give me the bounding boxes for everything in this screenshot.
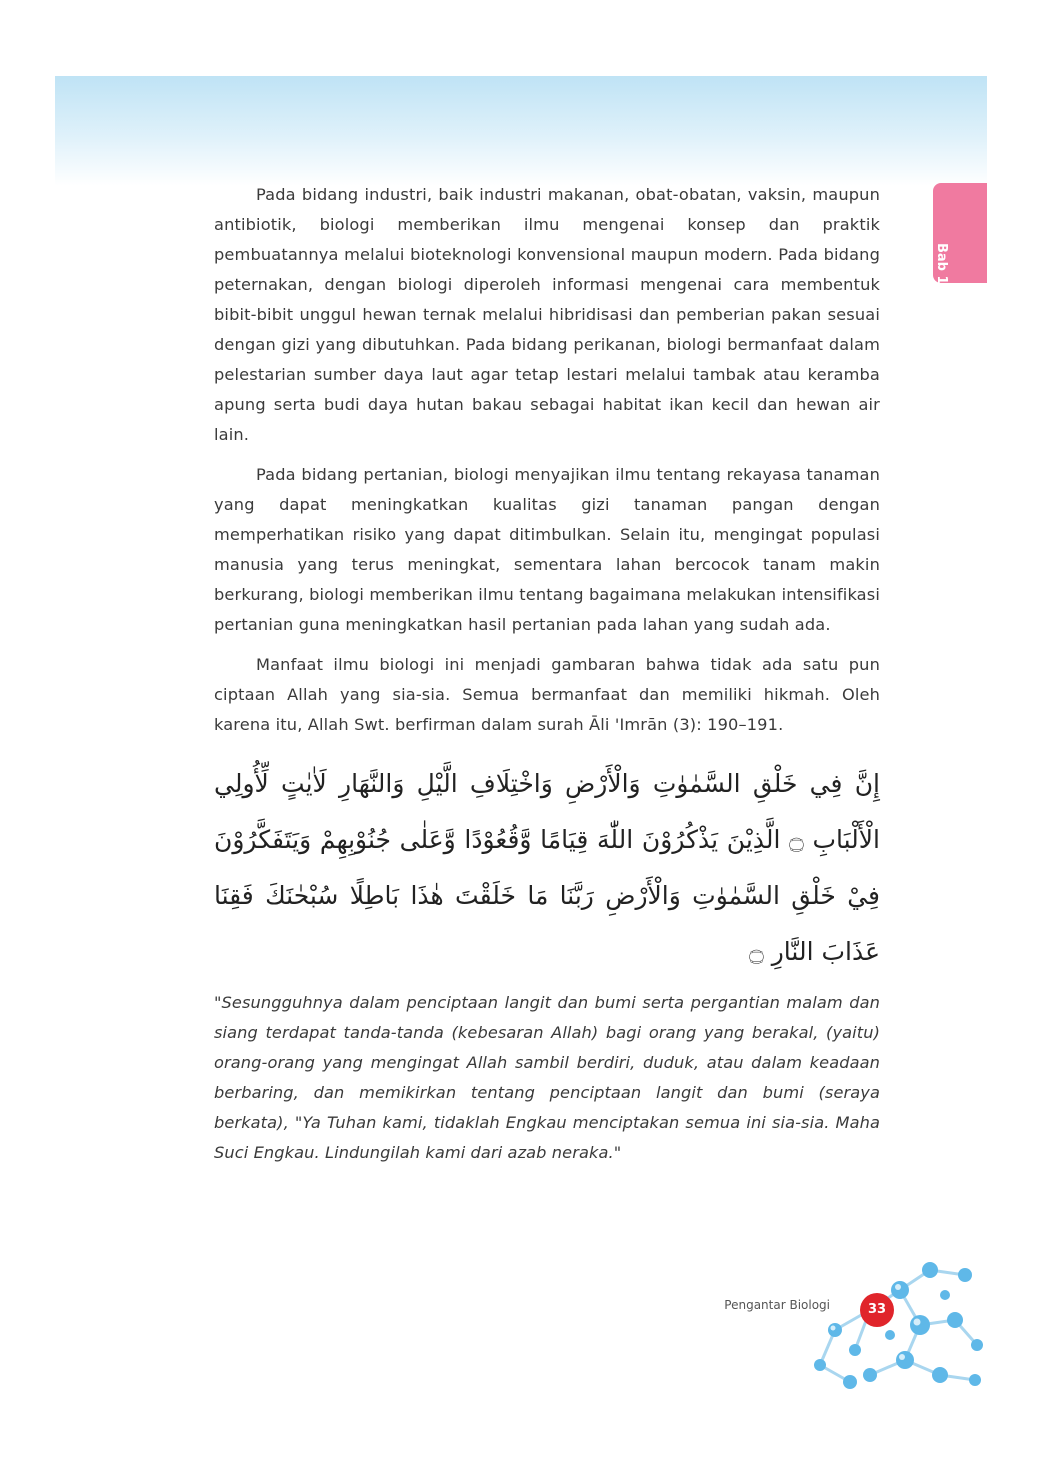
body-content [214, 180, 880, 1168]
header-band [55, 76, 987, 186]
chapter-tab [933, 183, 987, 283]
chapter-tab-label: Bab 1 [934, 243, 949, 285]
verse-translation: "Sesungguhnya dalam penciptaan langit dan bumi serta pergantian malam dan siang terdapat tanda-tanda (kebesaran Allah) bagi orang yang berakal, (yaitu) orang-orang yang mengingat Allah sambil berdiri, duduk, atau dalam keadaan berbaring, dan memikirkan tentang penciptaan langit dan bumi (seraya berkata), "Ya Tuhan kami, tidaklah Engkau menciptakan semua ini sia-sia. Maha Suci Engkau. Lindungilah kami dari azab neraka." [214, 993, 880, 1162]
page-number-badge: 33 [860, 1293, 894, 1327]
molecule-decoration [795, 1250, 987, 1400]
paragraph-industry: Pada bidang industri, baik industri makanan, obat-obatan, vaksin, maupun antibiotik, biologi memberikan ilmu mengenai konsep dan praktik pembuatannya melalui bioteknologi konvensional maupun modern. Pada bidang peternakan, dengan biologi diperoleh informasi mengenai cara membentuk bibit-bibit unggul hewan ternak melalui hibridisasi dan pemberian pakan sesuai dengan gizi yang dibutuhkan. Pada bidang perikanan, biologi bermanfaat dalam pelestarian sumber daya laut agar tetap lestari melalui tambak atau keramba apung serta budi daya hutan bakau sebagai habitat ikan kecil dan hewan air lain. [214, 185, 880, 444]
footer-book-title: Pengantar Biologi [724, 1298, 830, 1312]
paragraph-agriculture: Pada bidang pertanian, biologi menyajikan ilmu tentang rekayasa tanaman yang dapat meningkatkan kualitas gizi tanaman pangan dengan memperhatikan risiko yang dapat ditimbulkan. Selain itu, mengingat populasi manusia yang terus meningkat, sementara lahan bercocok tanam makin berkurang, biologi memberikan ilmu tentang bagaimana melakukan intensifikasi pertanian guna meningkatkan hasil pertanian pada lahan yang sudah ada. [214, 465, 880, 634]
arabic-verse: إِنَّ فِي خَلْقِ السَّمٰوٰتِ وَالْأَرْضِ وَاخْتِلَافِ الَّيْلِ وَالنَّهَارِ لَاٰيٰتٍ لِّأُولِي الْأَلْبَابِ ۝ الَّذِيْنَ يَذْكُرُوْنَ اللّٰهَ قِيَامًا وَّقُعُوْدًا وَّعَلٰى جُنُوْبِهِمْ وَيَتَفَكَّرُوْنَ فِيْ خَلْقِ السَّمٰوٰتِ وَالْأَرْضِ رَبَّنَا مَا خَلَقْتَ هٰذَا بَاطِلًا سُبْحٰنَكَ فَقِنَا عَذَابَ النَّارِ ۝ [214, 769, 880, 966]
paragraph-benefit: Manfaat ilmu biologi ini menjadi gambaran bahwa tidak ada satu pun ciptaan Allah yang sia-sia. Semua bermanfaat dan memiliki hikmah. Oleh karena itu, Allah Swt. berfirman dalam surah Āli 'Imrān (3): 190–191. [214, 655, 880, 734]
